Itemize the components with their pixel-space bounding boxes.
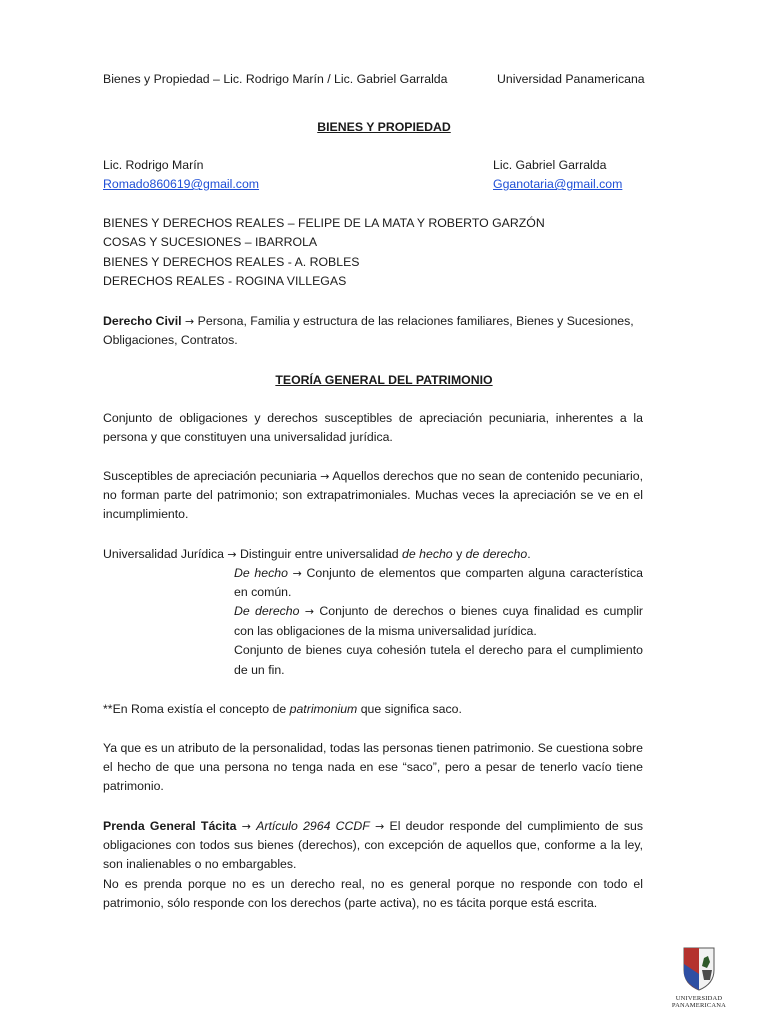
de-hecho-text: Conjunto de elementos que comparten alguna característica bbox=[306, 566, 644, 580]
indent-line bbox=[234, 604, 643, 618]
shield-icon bbox=[668, 946, 730, 992]
paragraph-line: Ya que es un atributo de la personalidad, todas las personas tienen patrimonio. Se cuestiona sobre bbox=[103, 741, 643, 755]
roma-post: que significa saco. bbox=[360, 702, 462, 716]
logo-text-line2: PANAMERICANA bbox=[671, 1002, 727, 1009]
paragraph-line: obligaciones con todos sus bienes (derechos), con excepción de aquellos que, conforme a la ley, bbox=[103, 838, 643, 852]
paragraph-line bbox=[103, 819, 643, 833]
author-left-email-link[interactable]: Romado860619@gmail.com bbox=[103, 177, 260, 191]
p2-text: Aquellos derechos que no sean de contenido pecuniario, bbox=[332, 469, 643, 483]
author-left-name: Lic. Rodrigo Marín bbox=[103, 158, 204, 172]
roma-note bbox=[103, 702, 462, 716]
prenda-text: El deudor responde del cumplimiento de sus bbox=[389, 819, 644, 833]
logo-text-line1: UNIVERSIDAD bbox=[675, 995, 723, 1002]
indent-line: en común. bbox=[234, 585, 292, 599]
paragraph-line: incumplimiento. bbox=[103, 507, 189, 521]
paragraph-line: patrimonio. bbox=[103, 779, 164, 793]
arrow-icon: → bbox=[241, 820, 251, 833]
arrow-icon: → bbox=[375, 820, 385, 833]
derecho-civil-line1 bbox=[103, 314, 634, 328]
arrow-icon: → bbox=[185, 315, 195, 328]
roma-term: patrimonium bbox=[289, 702, 358, 716]
reference-item: DERECHOS REALES - ROGINA VILLEGAS bbox=[103, 274, 347, 288]
arrow-icon: → bbox=[227, 548, 237, 561]
document-title: BIENES Y PROPIEDAD bbox=[317, 120, 451, 134]
paragraph-line: persona y que constituyen una universalidad jurídica. bbox=[103, 430, 393, 444]
author-right-email-link[interactable]: Gganotaria@gmail.com bbox=[493, 177, 623, 191]
de-hecho-term: De hecho bbox=[234, 566, 288, 580]
indent-line: de un fin. bbox=[234, 663, 285, 677]
paragraph-line bbox=[103, 469, 643, 483]
derecho-civil-line2: Obligaciones, Contratos. bbox=[103, 333, 238, 347]
p3-y: y bbox=[456, 547, 463, 561]
derecho-civil-text: Persona, Familia y estructura de las relaciones familiares, Bienes y Sucesiones, bbox=[197, 314, 634, 328]
prenda-term: Prenda General Tácita bbox=[103, 819, 237, 833]
p3-dot: . bbox=[527, 547, 531, 561]
p3-hecho: de hecho bbox=[402, 547, 453, 561]
arrow-icon: → bbox=[304, 605, 315, 618]
university-logo bbox=[668, 946, 730, 1009]
arrow-icon: → bbox=[292, 567, 302, 580]
derecho-civil-term: Derecho Civil bbox=[103, 314, 182, 328]
arrow-icon: → bbox=[320, 470, 330, 483]
paragraph-line: no forman parte del patrimonio; son extrapatrimoniales. Muchas veces la apreciación se ve en el bbox=[103, 488, 643, 502]
paragraph-line: el hecho de que una persona no tenga nada en ese “saco”, pero a pesar de tenerlo vacío tiene bbox=[103, 760, 643, 774]
section-title: TEORÍA GENERAL DEL PATRIMONIO bbox=[275, 373, 493, 387]
p3-lead: Universalidad Jurídica bbox=[103, 547, 224, 561]
p2-term: Susceptibles de apreciación pecuniaria bbox=[103, 469, 317, 483]
reference-item: BIENES Y DERECHOS REALES - A. ROBLES bbox=[103, 255, 360, 269]
paragraph-line: No es prenda porque no es un derecho real, no es general porque no responde con todo el bbox=[103, 877, 643, 891]
reference-item: BIENES Y DERECHOS REALES – FELIPE DE LA MATA Y ROBERTO GARZÓN bbox=[103, 216, 545, 230]
paragraph-line: patrimonio, sólo responde con los derechos (parte activa), no es tácita porque está escrita. bbox=[103, 896, 598, 910]
de-derecho-term: De derecho bbox=[234, 604, 300, 618]
p3-derecho: de derecho bbox=[465, 547, 528, 561]
de-derecho-text: Conjunto de derechos o bienes cuya finalidad es cumplir bbox=[319, 604, 644, 618]
prenda-article: Artículo 2964 CCDF bbox=[256, 819, 370, 833]
roma-pre: **En Roma existía el concepto de bbox=[103, 702, 287, 716]
author-right-name: Lic. Gabriel Garralda bbox=[493, 158, 607, 172]
indent-line: con las obligaciones de la misma universalidad jurídica. bbox=[234, 624, 537, 638]
running-header-left: Bienes y Propiedad – Lic. Rodrigo Marín / Lic. Gabriel Garralda bbox=[103, 72, 448, 86]
indent-line: Conjunto de bienes cuya cohesión tutela el derecho para el cumplimiento bbox=[234, 643, 643, 657]
paragraph-line: son inalienables o no embargables. bbox=[103, 857, 297, 871]
indent-line bbox=[234, 566, 643, 580]
p3-lead-text: Distinguir entre universalidad bbox=[240, 547, 399, 561]
paragraph-line: Conjunto de obligaciones y derechos susceptibles de apreciación pecuniaria, inherentes a la bbox=[103, 411, 643, 425]
reference-item: COSAS Y SUCESIONES – IBARROLA bbox=[103, 235, 318, 249]
p3-lead-line bbox=[103, 547, 531, 561]
running-header-right: Universidad Panamericana bbox=[497, 72, 645, 86]
